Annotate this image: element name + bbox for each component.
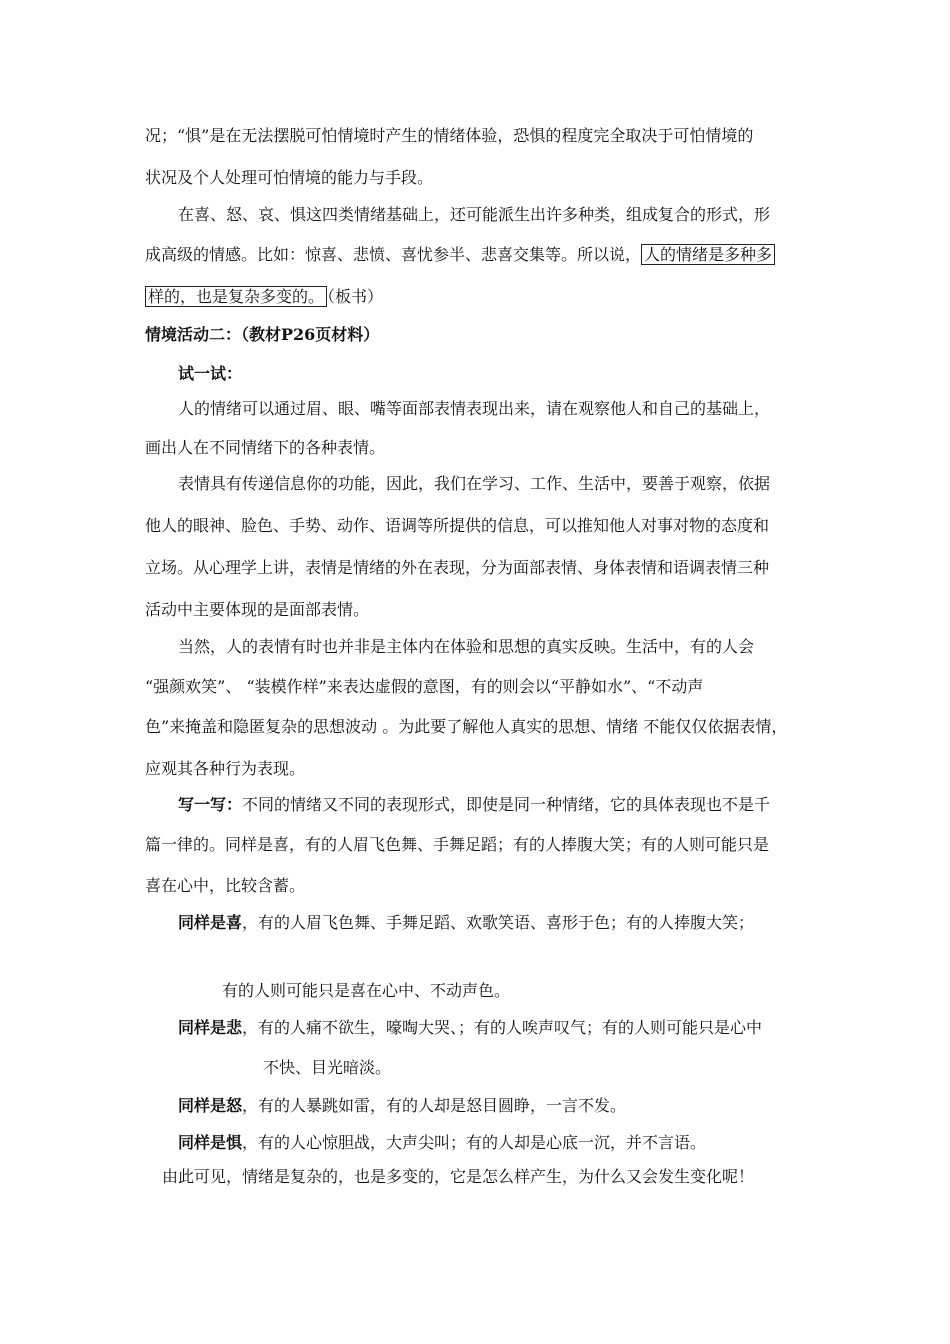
section-heading: 情境活动二：（教材P26页材料） <box>145 325 380 344</box>
paragraph-line: 同样是悲，有的人痛不欲生，嚎啕大哭、；有的人唉声叹气；有的人则可能只是心中 <box>178 1018 763 1037</box>
boxed-conclusion: 人的情绪是多种多 <box>641 244 775 265</box>
paragraph-line: 画出人在不同情绪下的各种表情。 <box>145 438 386 457</box>
paragraph-line: 有的人则可能只是喜在心中、不动声色。 <box>222 981 511 1000</box>
subheading-write: 写一写： <box>178 795 243 814</box>
paragraph-line: “强颜欢笑”、 “装模作样”来表达虚假的意图，有的则会以“平静如水”、“不动声 <box>145 677 704 696</box>
paragraph-line: 当然，人的表情有时也并非是主体内在体验和思想的真实反映。生活中，有的人会 <box>178 637 755 656</box>
paragraph-line: 同样是惧，有的人心惊胆战，大声尖叫；有的人却是心底一沉，并不言语。 <box>178 1133 707 1152</box>
paragraph-line: 写一写：不同的情绪又不同的表现形式，即使是同一种情绪，它的具体表现也不是千 <box>178 795 771 814</box>
paragraph-line: 表情具有传递信息你的功能，因此，我们在学习、工作、生活中，要善于观察，依据 <box>178 474 771 493</box>
paragraph-line: 篇一律的。同样是喜，有的人眉飞色舞、手舞足蹈；有的人捧腹大笑；有的人则可能只是 <box>145 835 770 854</box>
paragraph-line: 况；“惧”是在无法摆脱可怕情境时产生的情绪体验，恐惧的程度完全取决于可怕情境的 <box>145 126 754 145</box>
paragraph-line: 状况及个人处理可怕情境的能力与手段。 <box>145 168 434 187</box>
paragraph-line: 立场。从心理学上讲，表情是情绪的外在表现，分为面部表情、身体表情和语调表情三种 <box>145 558 770 577</box>
paragraph-line: 色”来掩盖和隐匿复杂的思想波动 。为此要了解他人真实的思想、情绪 不能仅仅依据表情， <box>145 717 788 736</box>
boxed-conclusion: 样的，也是复杂多变的。 <box>145 286 327 307</box>
paragraph-line: 不快、目光暗淡。 <box>263 1058 392 1077</box>
paragraph-line: 喜在心中，比较含蓄。 <box>145 876 306 895</box>
paragraph-line: 他人的眼神、脸色、手势、动作、语调等所提供的信息，可以推知他人对事对物的态度和 <box>145 516 770 535</box>
paragraph-line: 活动中主要体现的是面部表情。 <box>145 600 370 619</box>
paragraph-line: 同样是喜，有的人眉飞色舞、手舞足蹈、欢歌笑语、喜形于色；有的人捧腹大笑； <box>178 913 755 932</box>
paragraph-line: 样的，也是复杂多变的。 （板书） <box>145 286 383 308</box>
paragraph-line: 在喜、怒、哀、惧这四类情绪基础上，还可能派生出许多种类，组成复合的形式，形 <box>178 205 771 224</box>
paragraph-line: 成高级的情感。比如：惊喜、悲愤、喜忧参半、悲喜交集等。所以说， 人的情绪是多种多 <box>145 244 775 266</box>
subheading-try: 试一试： <box>178 364 243 383</box>
paragraph-line: 人的情绪可以通过眉、眼、嘴等面部表情表现出来，请在观察他人和自己的基础上， <box>178 399 771 418</box>
paragraph-line: 同样是怒，有的人暴跳如雷，有的人却是怒目圆睁，一言不发。 <box>178 1096 627 1115</box>
closing-line: 由此可见，情绪是复杂的，也是多变的，它是怎么样产生，为什么又会发生变化呢！ <box>162 1167 755 1186</box>
paragraph-line: 应观其各种行为表现。 <box>145 759 306 778</box>
